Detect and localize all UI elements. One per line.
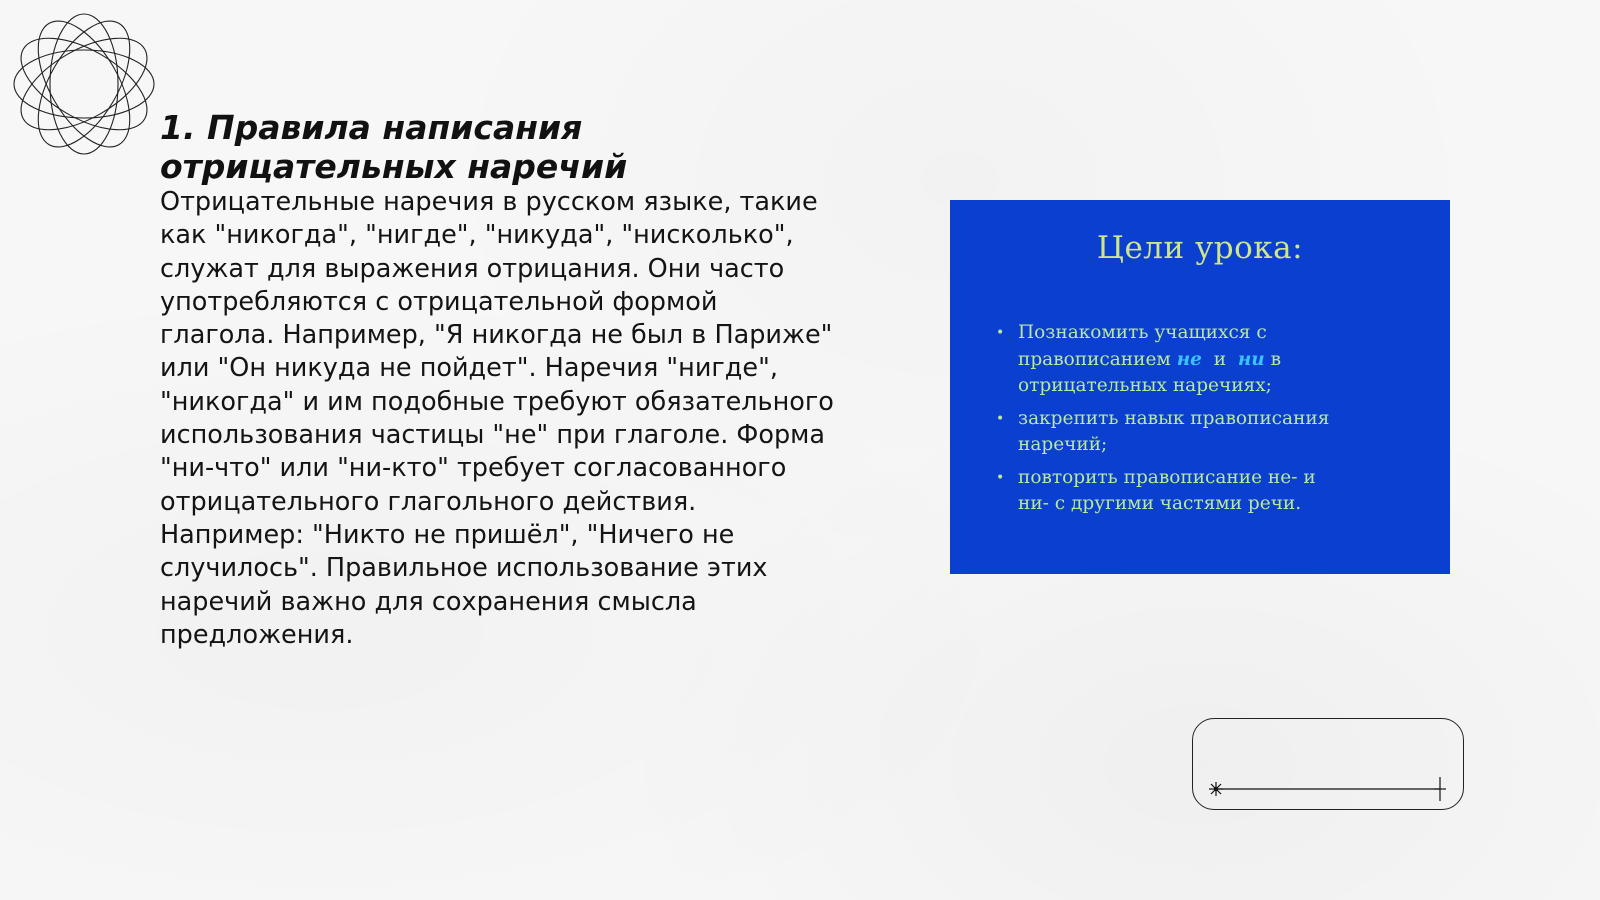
list-item	[996, 465, 1416, 518]
decorative-frame	[1192, 718, 1464, 810]
page-title: 1. Правила написания отрицательных наречий	[160, 108, 628, 186]
slide-goals-list	[996, 320, 1416, 524]
goal-1-conjunction: и	[1201, 348, 1238, 370]
goal-1-line-2-post: в	[1264, 348, 1282, 370]
embedded-slide-image	[950, 200, 1450, 574]
spirograph-ornament-icon	[10, 10, 158, 158]
highlight-ne: не	[1176, 348, 1202, 370]
body-paragraph: Отрицательные наречия в русском языке, такие как "никогда", "нигде", "никуда", "нисколько", служат для выражения отрицания. Они часто употребляются с отрицательной формой глагола. Например, "Я никогда не был в Париже" или "Он никуда не пойдет". Наречия "нигде", "никогда" и им подобные требуют обязательного использования частицы "не" при глаголе. Форма "ни-что" или "ни-кто" требует согласованного отрицательного глагольного действия. Например: "Никто не пришёл", "Ничего не случилось". Правильное использование этих наречий важно для сохранения смысла предложения.	[160, 187, 834, 650]
bullet-icon: •	[996, 410, 1005, 427]
goal-1-line-2-pre: правописанием	[1018, 348, 1177, 370]
list-item	[996, 320, 1416, 400]
slide-title: Цели урока:	[1096, 230, 1304, 266]
list-item	[996, 406, 1416, 459]
goal-1-line-1: Познакомить учащихся с	[1018, 322, 1267, 343]
goal-1-line-3: отрицательных наречиях;	[1018, 375, 1272, 396]
sparkle-line-frame-icon	[1193, 719, 1465, 811]
goal-2-text: закрепить навык правописания наречий;	[1018, 407, 1330, 455]
highlight-ni: ни	[1237, 348, 1265, 370]
bullet-icon: •	[996, 469, 1005, 486]
goal-3-text: повторить правописание не- и ни- с другими частями речи.	[1018, 466, 1316, 514]
bullet-icon: •	[996, 325, 1005, 341]
